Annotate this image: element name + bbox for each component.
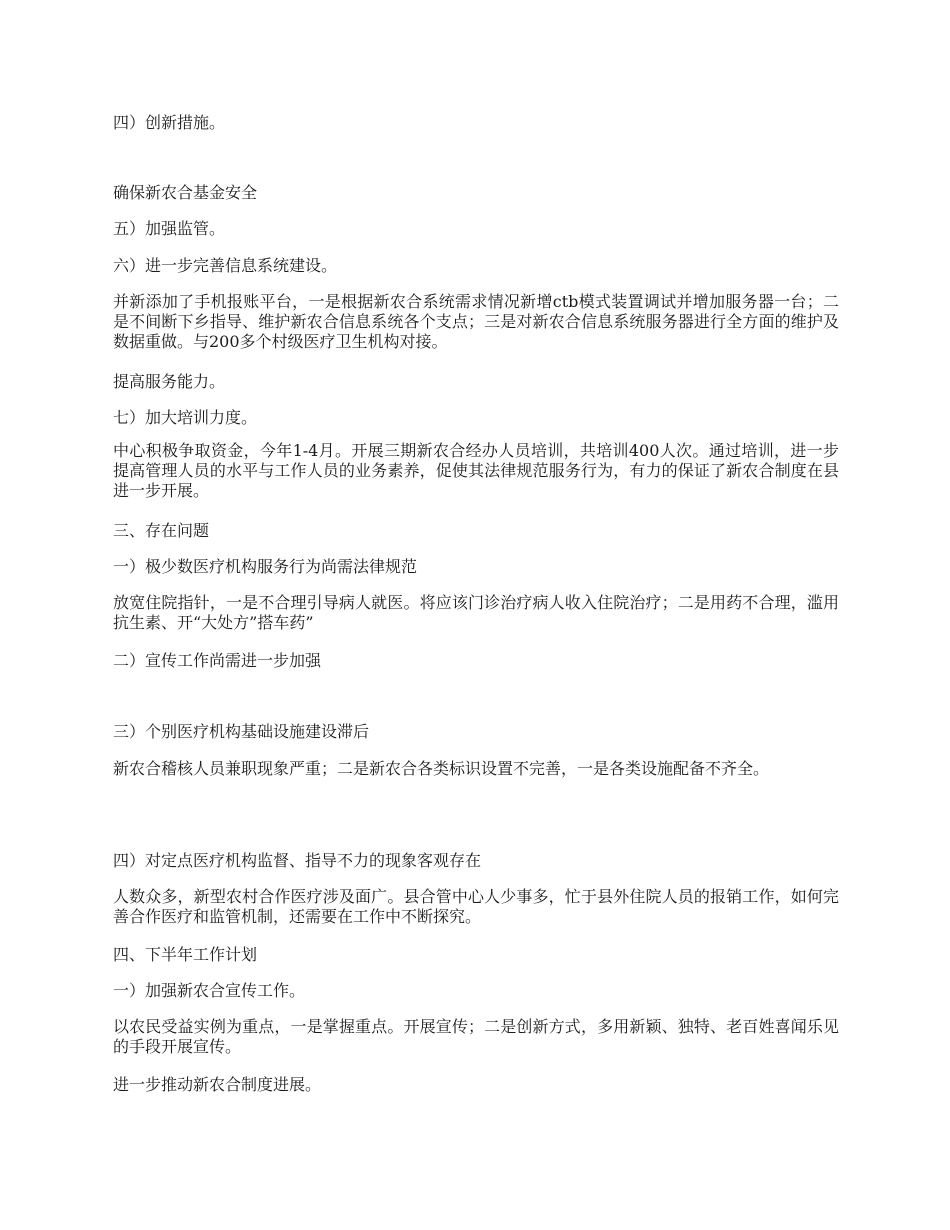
heading-innovation: 四）创新措施。 (113, 113, 226, 132)
paragraph-plan-1: 以农民受益实例为重点，一是掌握重点。开展宣传；二是创新方式，多用新颖、独特、老百姓喜闻乐见的手段开展宣传。 (113, 1017, 839, 1056)
heading-fund-safety: 确保新农合基金安全 (113, 183, 258, 202)
paragraph-training: 中心积极争取资金，今年1-4月。开展三期新农合经办人员培训，共培训400人次。通过培训，进一步提高管理人员的水平与工作人员的业务素养，促使其法律规范服务行为，有力的保证了新农合制度在县进一步开展。 (113, 441, 839, 500)
paragraph-problem-3: 新农合稽核人员兼职现象严重；二是新农合各类标识设置不完善，一是各类设施配备不齐全。 (113, 759, 770, 778)
heading-problem-3: 三）个别医疗机构基础设施建设滞后 (113, 722, 370, 741)
heading-plan-1: 一）加强新农合宣传工作。 (113, 981, 306, 1000)
paragraph-problem-4: 人数众多，新型农村合作医疗涉及面广。县合管中心人少事多，忙于县外住院人员的报销工作，如何完善合作医疗和监管机制，还需要在工作中不断探究。 (113, 887, 839, 926)
paragraph-closing: 进一步推动新农合制度进展。 (113, 1075, 322, 1094)
heading-problem-4: 四）对定点医疗机构监督、指导不力的现象客观存在 (113, 851, 482, 870)
paragraph-service-ability: 提高服务能力。 (113, 372, 226, 391)
paragraph-problem-1: 放宽住院指针，一是不合理引导病人就医。将应该门诊治疗病人收入住院治疗；二是用药不合理，滥用抗生素、开“大处方”搭车药” (113, 593, 839, 632)
heading-supervision: 五）加强监管。 (113, 219, 226, 238)
heading-problems: 三、存在问题 (113, 521, 210, 540)
heading-problem-2: 二）宣传工作尚需进一步加强 (113, 651, 322, 670)
paragraph-info-system: 并新添加了手机报账平台，一是根据新农合系统需求情况新增ctb模式装置调试并增加服务器一台；二是不间断下乡指导、维护新农合信息系统各个支点；三是对新农合信息系统服务器进行全方面的维护及数据重做。与200多个村级医疗卫生机构对接。 (113, 292, 839, 351)
heading-info-system: 六）进一步完善信息系统建设。 (113, 256, 338, 275)
heading-problem-1: 一）极少数医疗机构服务行为尚需法律规范 (113, 557, 418, 576)
heading-plan: 四、下半年工作计划 (113, 945, 258, 964)
heading-training: 七）加大培训力度。 (113, 408, 258, 427)
